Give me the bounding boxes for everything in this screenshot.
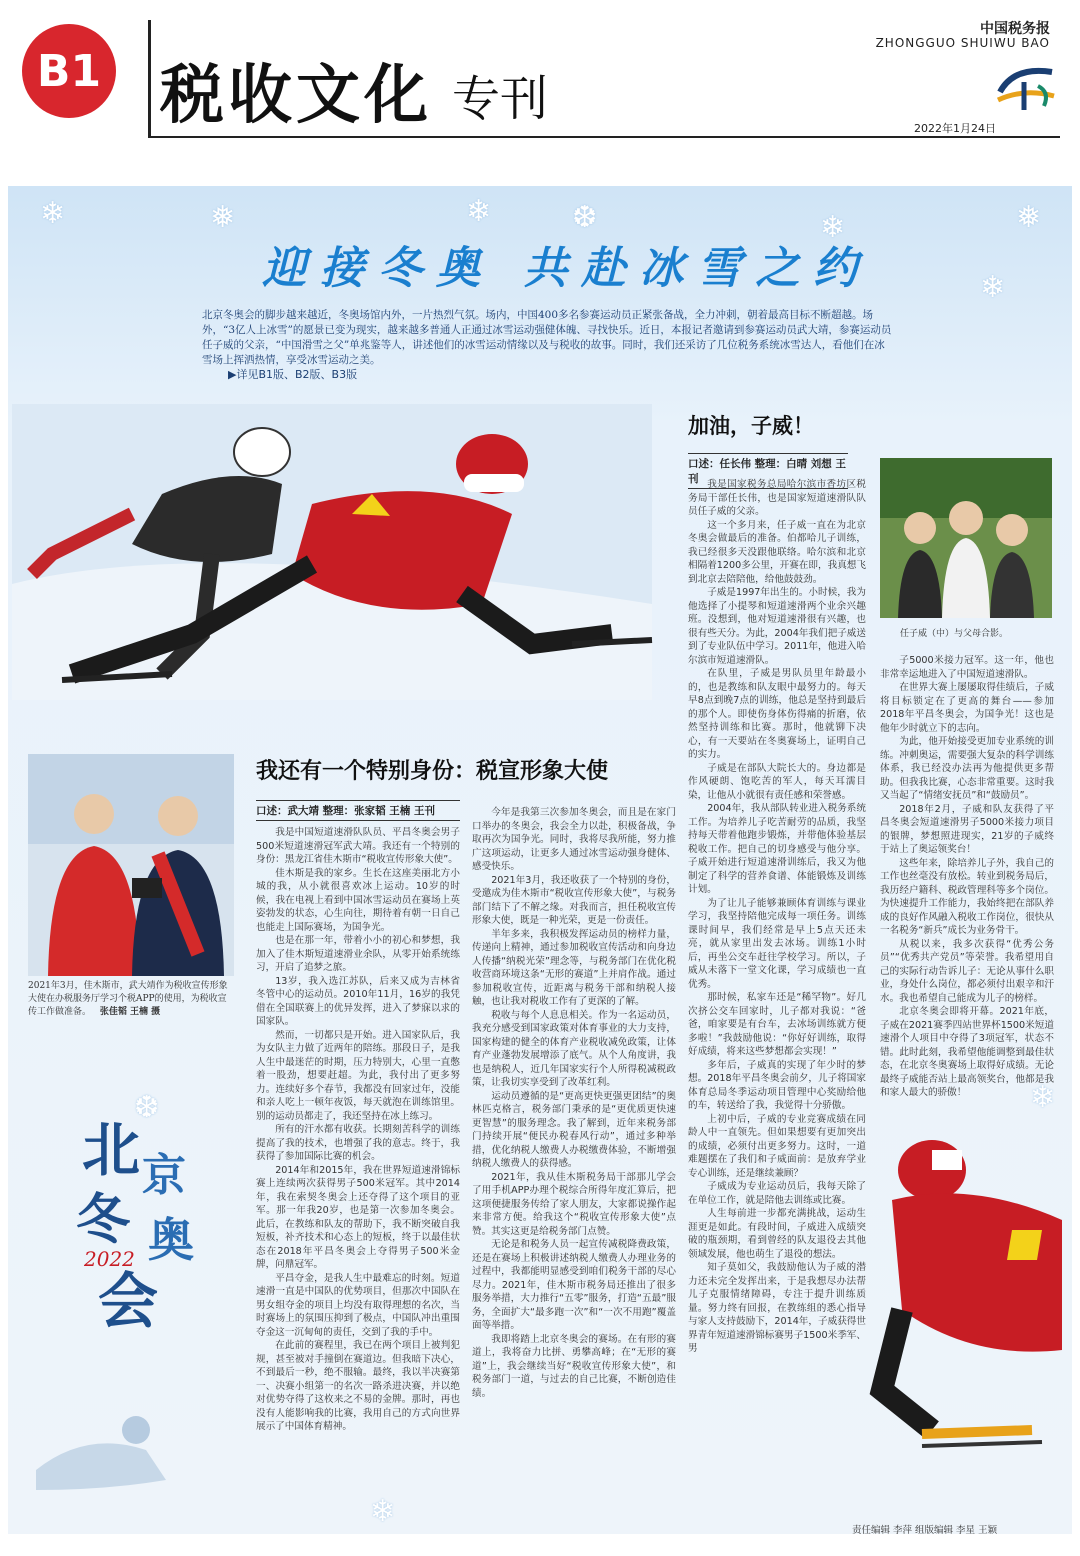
article-paragraph: 从税以来，我多次获得“优秀公务员”“优秀共产党员”等荣誉。我希望用自己的实际行动告诉儿子：无论从事什么职业，身处什么岗位，都必须付出艰辛和汗水。我也希望自己能成为儿子的榜样。 <box>880 938 1054 1004</box>
article-paragraph: 平昌夺金，是我人生中最难忘的时刻。短道速滑一直是中国队的优势项目，但那次中国队在男女组夺金的项目上均没有取得理想的名次，当时赛场上的氛围压抑到了极点，中国队冲出重围夺金这一沉甸甸的责任，交到了我的手中。 <box>256 1272 460 1338</box>
page-badge: B1 <box>22 24 116 118</box>
article-paragraph: 2014年和2015年，我在世界短道速滑锦标赛上连续两次获得男子500米冠军。其中2014年，我在索契冬奥会上还夺得了这个项目的亚军。那一年我20岁，也是第一次参加冬奥会。此后，在教练和队友的帮助下，我不断突破自我短板，补齐技术和心态上的短板，终于以最佳状态在2018年平昌冬奥会上夺得男子500米金牌，问鼎冠军。 <box>256 1164 460 1270</box>
article-column <box>688 478 866 1518</box>
snowflake-icon: ❄ <box>370 1494 396 1529</box>
snowflake-icon: ❄ <box>40 196 66 231</box>
article-paragraph: 子威成为专业运动员后，我每天除了在单位工作，就是陪他去训练或比赛。 <box>688 1181 866 1206</box>
article-paragraph: 佳木斯是我的家乡。生长在这座美丽北方小城的我，从小就很喜欢冰上运动。10岁的时候，我在电视上看到中国冰雪运动员在赛场上英姿勃发的状态，心生向往，期待着有朝一日自己也能走上国际赛场，为国争光。 <box>256 867 460 933</box>
skater-silhouette <box>26 1390 186 1500</box>
article-column <box>880 654 1054 1098</box>
issue-date: 2022年1月24日 <box>914 122 996 135</box>
snowflake-icon: ❆ <box>572 200 598 235</box>
article-paragraph: 上初中后，子威的专业竞赛成绩在同龄人中一直领先。但如果想要有更加突出的成绩，必须付出更多努力。这时，一道难题摆在了我们和子威面前：是放弃学业专心训练，还是继续兼顾？ <box>688 1113 866 1179</box>
article-paragraph: 13岁，我入选江苏队，后来又成为吉林省冬管中心的运动员。2010年11月，16岁的我凭借在全国联赛上的优异发挥，进入了梦寐以求的国家队。 <box>256 975 460 1027</box>
editor-credits: 责任编辑 李萍 组版编辑 李星 王颖 <box>852 1525 998 1536</box>
article-paragraph: 人生每前进一步都充满挑战，运动生涯更是如此。有段时间，子威进入成绩突破的瓶颈期，看到曾经的队友退役去其他领域发展，他也萌生了退役的想法。 <box>688 1208 866 1260</box>
article-paragraph: 2021年3月，我还收获了一个特别的身份，受邀成为佳木斯市“税收宣传形象大使”，与税务部门结下了不解之缘。对我而言，担任税收宣传形象大使，既是一种光荣，更是一份责任。 <box>472 874 676 926</box>
article-paragraph: 在世界大赛上屡屡取得佳绩后，子威将目标锁定在了更高的舞台——参加2018年平昌冬奥会，为国争光！这也是他年少时就立下的志向。 <box>880 682 1054 734</box>
skaters-photo <box>12 404 652 700</box>
article-byline: 口述：任长伟 整理：白晴 刘想 王刊 <box>688 453 848 489</box>
svg-text:2022: 2022 <box>84 1247 135 1271</box>
photo-caption-text: 2021年3月，佳木斯市，武大靖作为税收宣传形象大使在办税服务厅学习个税APP的使用，为税收宣传工作做准备。 <box>28 981 228 1017</box>
article-byline: 口述：武大靖 整理：张家韬 王楠 王刊 <box>256 800 460 821</box>
snowflake-icon: ❆ <box>134 1090 160 1125</box>
skater-photo <box>862 1130 1062 1460</box>
article-paragraph: 运动员遵循的是“更高更快更强更团结”的奥林匹克格言，税务部门秉承的是“更优质更快速更智慧”的服务理念。我了解到，近年来税务部门持续开展“便民办税春风行动”，通过多种举措，优化纳税人缴费人办税缴费体验，不断增强纳税人缴费人的获得感。 <box>472 1090 676 1169</box>
article-paragraph: 这些年来，除培养儿子外，我自己的工作也丝毫没有放松。转业到税务局后，我历经户籍科、税政管理科等多个岗位。为快速提升工作能力，我始终把在部队养成的良好作风融入税收工作岗位，很快从一名税务“新兵”成长为业务骨干。 <box>880 857 1054 936</box>
snowflake-icon: ❄ <box>980 270 1006 305</box>
calligraphy-art <box>68 1110 218 1340</box>
snowflake-icon: ❅ <box>210 200 236 235</box>
svg-text:奥: 奥 <box>148 1213 194 1267</box>
family-photo <box>880 458 1052 618</box>
article-paragraph: 那时候，私家车还是“稀罕物”。好几次挤公交车回家时，儿子都对我说：“爸爸，咱家要是有台车，去冰场训练就方便多啦！”我鼓励他说：“你好好训练，取得好成绩，将来这些梦想都会实现！” <box>688 992 866 1057</box>
photo-caption <box>28 980 234 1019</box>
article-column <box>256 826 460 1432</box>
article-paragraph: 2021年，我从佳木斯税务局干部那儿学会了用手机APP办理个税综合所得年度汇算后，把这项便捷服务传给了家人朋友，大家都说操作起来非常方便。给我这个“税收宣传形象大使”点赞。其实这更是给税务部门点赞。 <box>472 1171 676 1237</box>
article-paragraph: 2004年，我从部队转业进入税务系统工作。为培养儿子吃苦耐劳的品质，我坚持每天带着他跑步锻炼，并带他体验基层税收工作。把自己的切身感受与他分享。子威开始进行短道速滑训练后，我又为他制定了科学的营养食谱、体能锻炼及训练计划。 <box>688 803 866 895</box>
article-paragraph: 在队里，子威是男队员里年龄最小的，也是教练和队友眼中最努力的。每天早8点到晚7点的训练，他总是坚持到最后的那个人。即使伤身体伤得痛的折磨，依然坚持训练和比赛。那时，他就铆下决心，有一天要站在冬奥赛场上，证明自己的实力。 <box>688 668 866 760</box>
article-column <box>472 806 676 1486</box>
article-paragraph: 税收与每个人息息相关。作为一名运动员，我充分感受到国家政策对体育事业的大力支持，国家构建的健全的体育产业税收减免政策，让体育产业蓬勃发展增添了底气。从个人角度讲，我也是纳税人，近几年国家实行个人所得税减税政策，让我切实享受到了改革红利。 <box>472 1009 676 1088</box>
article-paragraph: 我是中国短道速滑队队员、平昌冬奥会男子500米短道速滑冠军武大靖。我还有一个特别的身份：黑龙江省佳木斯市“税收宣传形象大使”。 <box>256 827 460 865</box>
article-paragraph: 我即将踏上北京冬奥会的赛场。在有形的赛道上，我将奋力比拼、勇攀高峰；在“无形的赛道”上，我会继续当好“税收宣传形象大使”，和税务部门一道，与过去的自己比赛，不断创造佳绩。 <box>472 1333 676 1399</box>
article-paragraph: 无论是和税务人员一起宣传减税降费政策，还是在赛场上积极讲述纳税人缴费人办理业务的过程中，我都能明显感受到咱们税务干部的尽心尽力。2021年，佳木斯市税务局还推出了很多服务举措，大力推行“五零”服务，打造“五最”服务，全面扩大“最多跑一次”和“一次不用跑”覆盖面等举措。 <box>472 1239 676 1331</box>
snowflake-icon: ❄ <box>1030 1080 1056 1115</box>
newspaper-logo <box>994 62 1058 112</box>
page-title: 税收文化 <box>160 59 432 133</box>
article-paragraph: 多年后，子威真的实现了年少时的梦想。2018年平昌冬奥会前夕，儿子将国家体育总局冬季运动项目管理中心奖励给他的车，转送给了我，我觉得十分骄傲。 <box>688 1059 866 1111</box>
snowflake-icon: ❄ <box>820 210 846 245</box>
article-paragraph: 然而，一切都只是开始。进入国家队后，我为女队主力做了近两年的陪练。那段日子，是我人生中最迷茫的时期，压力特别大，心里一直憋着一股劲，想要赶超。为此，我付出了更多努力。连续好多个春节，我都没有回家过年，没能和亲人吃上一顿年夜饭，每天就泡在训练馆里。别的运动员都走了，我还坚持在冰上练习。 <box>256 1029 460 1122</box>
article-headline: 加油，子威！ <box>688 414 814 438</box>
article-paragraph: 在此前的赛程里，我已在两个项目上被判犯规，甚至被对手撞倒在赛道边。但我暗下决心，不到最后一秒，绝不服输。最终，我以半决赛第一、决赛小组第一的名次一路杀进决赛，并以绝对优势夺得了这枚来之不易的金牌。那时，再也没有人能影响我的比赛，我用自己的方式向世界展示了中国体育精神。 <box>256 1340 460 1432</box>
article-headline: 我还有一个特别身份：税宣形象大使 <box>256 759 609 784</box>
article-paragraph: 这一个多月来，任子威一直在为北京冬奥会做最后的准备。伯都哈儿子训练，我已经很多天没跟他联络。哈尔滨和北京相隔着1200多公里，开赛在即，我真想飞到北京去陪陪他，给他鼓鼓劲。 <box>688 519 866 585</box>
header-divider <box>148 20 151 138</box>
article-paragraph: 子5000米接力冠军。这一年，他也非常幸运地进入了中国短道速滑队。 <box>880 655 1054 680</box>
ambassador-photo <box>28 754 234 976</box>
article-paragraph: 北京冬奥会即将开幕。2021年底，子威在2021赛季四站世界杯1500米短道速滑个人项目中夺得了3项冠军，状态不错。此时此刻，我希望他能调整到最佳状态，在北京冬奥赛场上取得好成绩。无论最终子威能否站上最高领奖台，他都是我和家人最大的骄傲！ <box>880 1006 1054 1098</box>
page-subtitle: 专刊 <box>452 71 549 127</box>
article-paragraph: 子威是1997年出生的。小时候，我为他选择了小提琴和短道速滑两个业余兴趣班。没想到，他对短道速滑很有兴趣，也很有些天分。为此，2004年我们把子威送到了专业队伍中学习。2011年，他进入哈尔滨市短道速滑队。 <box>688 587 866 666</box>
feature-banner: 迎接冬奥 共赴冰雪之约 <box>262 243 872 294</box>
article-paragraph: 子威是在部队大院长大的。身边都是作风硬朗、饱吃苦的军人，每天耳濡目染，让他从小就很有责任感和荣誉感。 <box>688 762 866 801</box>
article-paragraph: 今年是我第三次参加冬奥会，而且是在家门口举办的冬奥会，我会全力以赴，积极备战，争取再次为国争光。同时，我将尽我所能，努力推广这项运动，让更多人通过冰雪运动强身健体、感受快乐。 <box>472 807 676 872</box>
svg-text:冬: 冬 <box>76 1187 130 1251</box>
svg-text:会: 会 <box>98 1267 158 1337</box>
article-paragraph: 我是国家税务总局哈尔滨市香坊区税务局干部任长伟，也是国家短道速滑队队员任子威的父亲。 <box>688 479 866 517</box>
article-paragraph: 为了让儿子能够兼顾体育训练与课业学习，我坚持陪他完成每一项任务。训练课时间早，我们经常是早上5点天还未亮，就从家里出发去冰场。训练1小时后，再坐公交车赶往学校学习。所以，子威从未落下一堂文化课，学习成绩也一直优秀。 <box>688 897 866 990</box>
article-paragraph: 知子莫如父，我鼓励他认为子威的潜力还未完全发挥出来，于是我想尽办法帮儿子克服情绪障碍，专注于提升训练质量。努力终有回报，在教练组的悉心指导与家人支持鼓励下，2014年，子威获得世界青年短道速滑锦标赛男子1500米季军、男 <box>688 1262 866 1354</box>
article-paragraph: 也是在那一年，带着小小的初心和梦想，我加入了佳木斯短道速滑业余队，从零开始系统练习，开启了追梦之旅。 <box>256 935 460 973</box>
paper-name: 中国税务报 <box>980 21 1050 37</box>
article-paragraph: 2018年2月，子威和队友获得了平昌冬奥会短道速滑男子5000米接力项目的银牌，梦想照进现实，21岁的子威终于站上了奥运领奖台！ <box>880 803 1054 855</box>
svg-text:北: 北 <box>82 1116 141 1184</box>
photo-caption: 任子威（中）与父母合影。 <box>900 629 1009 639</box>
article-paragraph: 为此，他开始接受更加专业系统的训练。冲刺奥运，需要强大复杂的科学训练体系，我已经没办法再为他提供更多帮助。但我我比赛，心态非常重要。这时我又当起了“情绪安抚员”和“鼓励员”。 <box>880 736 1054 801</box>
svg-text:京: 京 <box>142 1150 186 1201</box>
feature-intro: 北京冬奥会的脚步越来越近，冬奥场馆内外，一片热烈气氛。场内，中国400多名参赛运动员正紧张备战，全力冲刺，朝着最高目标不断超越。场外，“3亿人上冰雪”的愿景已变为现实，越来越多普通人正通过冰雪运动强健体魄、寻找快乐。近日，本报记者邀请到参赛运动员武大靖，参赛运动员任子威的父亲，“中国滑雪之父”单兆鉴等人，讲述他们的冰雪运动情缘以及与税收的故事。同时，我们还采访了几位税务系统冰雪达人，看他们在冰雪场上挥洒热情，享受冰雪运动之美。 <box>202 309 892 366</box>
snowflake-icon: ❄ <box>466 194 492 229</box>
article-paragraph: 所有的汗水都有收获。长期刻苦科学的训练提高了我的技术，也增强了我的意志。终于，我获得了参加国际比赛的机会。 <box>256 1124 460 1162</box>
see-also-link[interactable]: ▶详见B1版、B2版、B3版 <box>228 368 358 381</box>
paper-name-pinyin: ZHONGGUO SHUIWU BAO <box>875 36 1050 50</box>
snowflake-icon: ❅ <box>1016 200 1042 235</box>
article-paragraph: 半年多来，我积极发挥运动员的榜样力量，传递向上精神，通过参加税收宣传活动和向身边人传播“纳税光荣”理念等，与税务部门在优化税收营商环境这条“无形的赛道”上并肩作战。通过参加税收宣传，近距离与税务干部和纳税人接触，也让我对税收工作有了更深的了解。 <box>472 928 676 1007</box>
header-rule <box>150 136 1060 138</box>
photo-credit: 张佳韬 王楠 摄 <box>99 1007 161 1017</box>
